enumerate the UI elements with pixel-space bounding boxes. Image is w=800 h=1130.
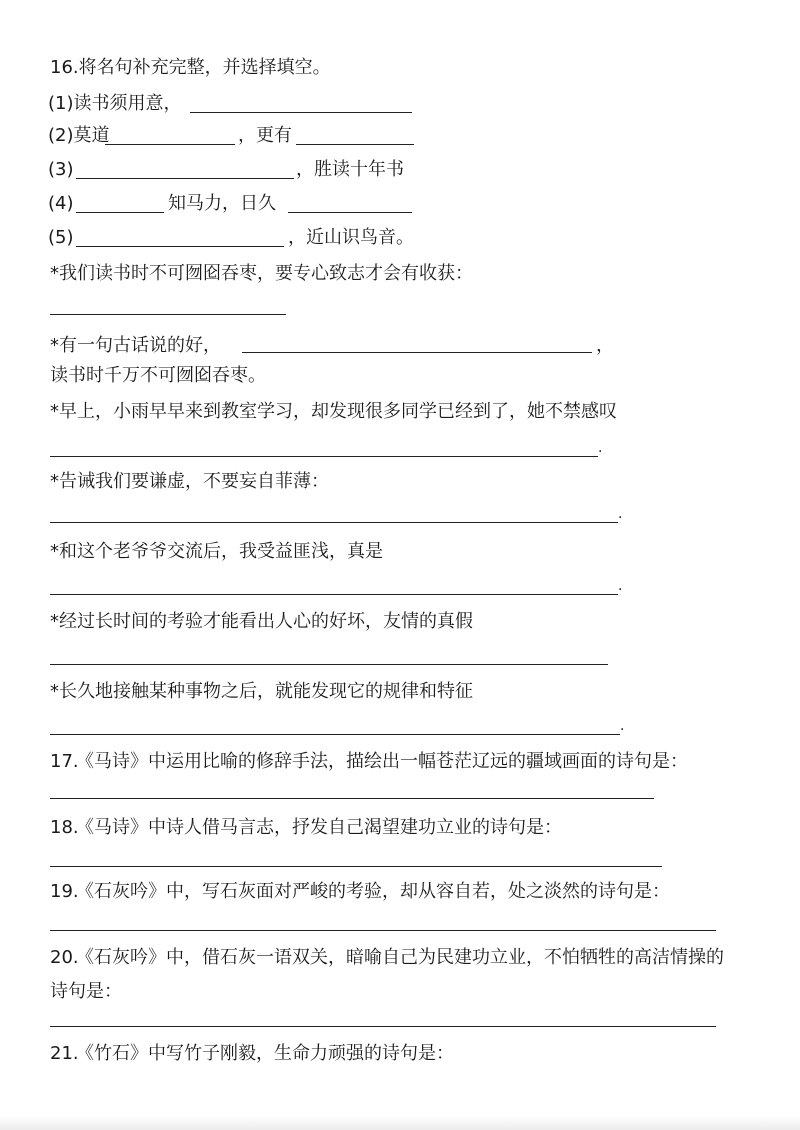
q16-item3-after: ，胜读十年书 (296, 159, 404, 180)
q16-prompt-4: *告诫我们要谦虚，不要妄自菲薄： (50, 471, 329, 492)
q16-item3-blank[interactable] (76, 178, 294, 179)
q16-item5-blank[interactable] (76, 246, 284, 247)
q17-answer-blank[interactable] (50, 798, 654, 799)
q17-text: 《马诗》中运用比喻的修辞手法，描绘出一幅苍茫辽远的疆域画面的诗句是： (76, 751, 688, 772)
q18-text: 《马诗》中诗人借马言志，抒发自己渴望建功立业的诗句是： (76, 817, 562, 838)
q20-number: 20. (50, 947, 79, 968)
q16-item4-blank-b[interactable] (288, 212, 412, 213)
q16-prompt-2-blank[interactable] (242, 352, 592, 353)
q16-prompt-7-blank[interactable] (50, 734, 620, 735)
q16-prompt-5-period: . (618, 578, 623, 594)
q16-item1-text: (1)读书须用意， (48, 93, 182, 114)
q16-prompt-5: *和这个老爷爷交流后，我受益匪浅，真是 (50, 541, 383, 562)
q16-item2-blank-b[interactable] (296, 144, 414, 145)
q16-item4-blank-a[interactable] (76, 212, 164, 213)
q16-prompt-3: *早上，小雨早早来到教室学习，却发现很多同学已经到了，她不禁感叹 (50, 401, 617, 422)
q21-number: 21. (50, 1043, 79, 1064)
q16-item5-text: (5) (48, 227, 74, 248)
q19-number: 19. (50, 881, 79, 902)
q16-prompt-5-blank[interactable] (50, 594, 618, 595)
q16-prompt-2: *有一句古话说的好， (50, 335, 221, 356)
q16-prompt-3-period: . (598, 440, 603, 456)
q21-text: 《竹石》中写竹子刚毅，生命力顽强的诗句是： (76, 1043, 454, 1064)
q16-item5-after: ，近山识鸟音。 (288, 227, 414, 248)
q16-prompt-7-period: . (620, 718, 625, 734)
q19-answer-blank[interactable] (50, 930, 716, 931)
q16-prompt-4-period: . (618, 506, 623, 522)
page-bottom-edge (0, 1116, 800, 1130)
q16-title: 16.将名句补充完整，并选择填空。 (50, 57, 331, 78)
q16-prompt-1-blank[interactable] (50, 314, 286, 315)
q16-item2-text: (2)莫道 (48, 125, 110, 146)
q16-prompt-3-blank[interactable] (50, 456, 598, 457)
q16-item2-blank-a[interactable] (105, 144, 235, 145)
q16-item4-mid: 知马力，日久 (168, 193, 276, 214)
q17-number: 17. (50, 751, 79, 772)
q19-text: 《石灰吟》中，写石灰面对严峻的考验，却从容自若，处之淡然的诗句是： (76, 881, 670, 902)
q16-prompt-2-comma: ， (596, 335, 614, 356)
q16-prompt-4-blank[interactable] (50, 522, 618, 523)
q16-prompt-2-cont: 读书时千万不可囫囵吞枣。 (50, 365, 266, 386)
q18-answer-blank[interactable] (50, 866, 662, 867)
q20-answer-blank[interactable] (50, 1026, 716, 1027)
q20-text: 《石灰吟》中，借石灰一语双关，暗喻自己为民建功立业，不怕牺牲的高洁情操的 (76, 947, 724, 968)
q16-prompt-6: *经过长时间的考验才能看出人心的好坏，友情的真假 (50, 611, 473, 632)
q16-prompt-7: *长久地接触某种事物之后，就能发现它的规律和特征 (50, 681, 473, 702)
q16-item2-mid: ，更有 (238, 125, 292, 146)
q16-item1-blank[interactable] (190, 112, 412, 113)
q16-item3-text: (3) (48, 159, 74, 180)
q16-prompt-1: *我们读书时不可囫囵吞枣，要专心致志才会有收获： (50, 263, 473, 284)
q20-text-cont: 诗句是： (50, 981, 122, 1002)
q16-prompt-6-blank[interactable] (50, 664, 608, 665)
q16-item4-text: (4) (48, 193, 74, 214)
q18-number: 18. (50, 817, 79, 838)
